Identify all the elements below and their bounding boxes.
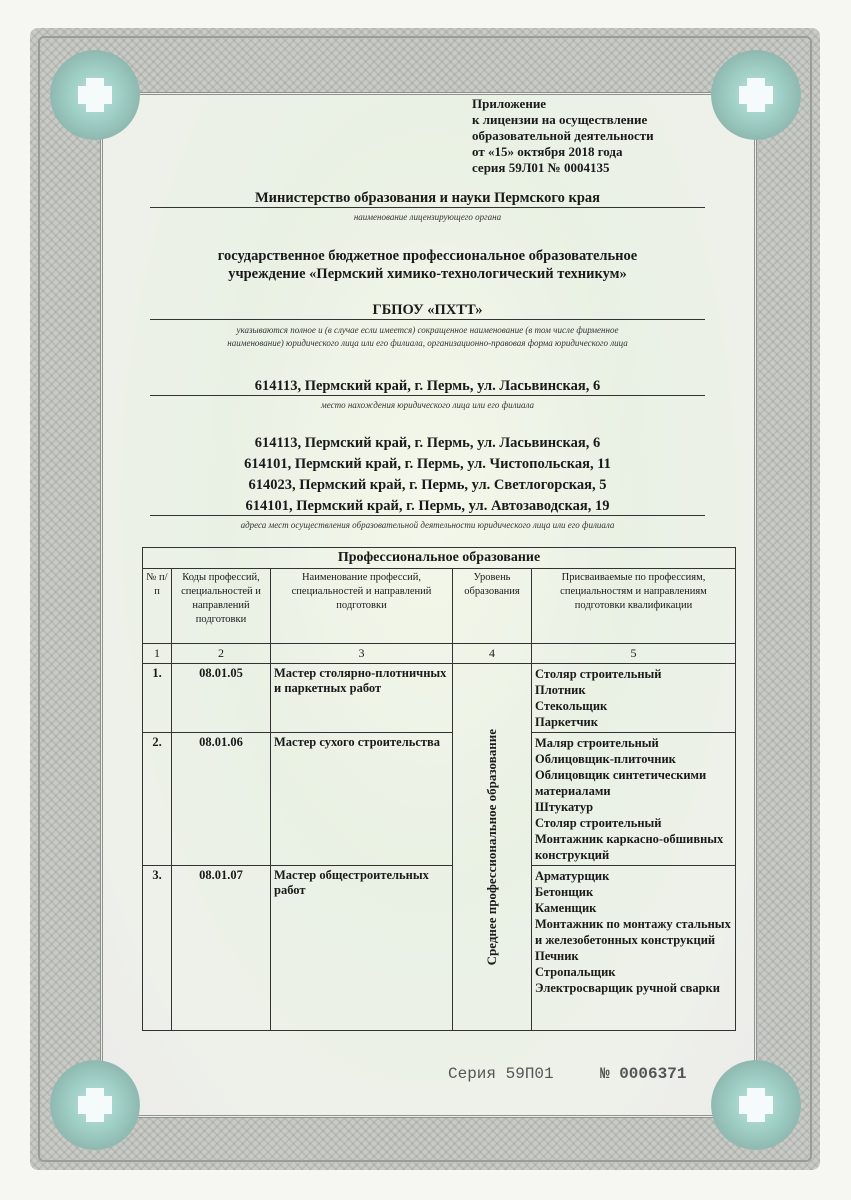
table-row (143, 733, 736, 866)
org-caption-line2: наименование) юридического лица или его филиала, организационно-правовая форма юридического лица (227, 338, 628, 348)
table-title: Профессиональное образование (143, 548, 736, 569)
table-row (143, 664, 736, 733)
professions-table (142, 547, 736, 1031)
column-number: 4 (453, 644, 532, 664)
activity-address: 614101, Пермский край, г. Пермь, ул. Автозаводская, 19 (150, 498, 705, 516)
column-number: 2 (172, 644, 271, 664)
activity-addresses-caption: адреса мест осуществления образовательной деятельности юридического лица или его филиала (240, 520, 615, 530)
row-qualifications (532, 664, 736, 733)
header-cell: Наименование профессий, специальностей и направлений подготовки (271, 569, 453, 644)
appendix-line: Приложение (472, 96, 547, 111)
activity-address: 614023, Пермский край, г. Пермь, ул. Светлогорская, 5 (248, 477, 607, 493)
org-full-name-line2: учреждение «Пермский химико-технологический техникум» (228, 266, 627, 282)
row-qualifications (532, 866, 736, 1031)
qualification-item: Стекольщик (535, 699, 608, 713)
corner-rosette-icon (711, 50, 801, 140)
qualification-item: Столяр строительный (535, 667, 662, 681)
qualification-item: Монтажник каркасно-обшивных конструкций (535, 832, 724, 862)
header-cell: Уровень образования (453, 569, 532, 644)
column-number: 5 (532, 644, 736, 664)
row-number: 1. (143, 664, 172, 733)
column-number: 1 (143, 644, 172, 664)
row-qualifications (532, 733, 736, 866)
activity-address: 614113, Пермский край, г. Пермь, ул. Ласьвинская, 6 (254, 435, 601, 451)
row-profession-name: Мастер столярно-плотничных и паркетных работ (271, 664, 453, 733)
form-number: № 0006371 (600, 1065, 687, 1083)
appendix-line: образовательной деятельности (472, 128, 654, 143)
appendix-header (472, 96, 654, 176)
qualification-item: Облицовщик синтетическими материалами (535, 768, 707, 798)
qualification-item: Бетонщик (535, 885, 594, 899)
qualification-item: Облицовщик-плиточник (535, 752, 676, 766)
qualification-item: Арматурщик (535, 869, 610, 883)
row-code: 08.01.07 (172, 866, 271, 1031)
qualification-item: Столяр строительный (535, 816, 662, 830)
table-header-row (143, 569, 736, 644)
row-profession-name: Мастер общестроительных работ (271, 866, 453, 1031)
qualification-item: Каменщик (535, 901, 597, 915)
education-level-cell (453, 664, 532, 1031)
row-code: 08.01.05 (172, 664, 271, 733)
qualification-item: Монтажник по монтажу стальных и железобетонных конструкций (535, 917, 731, 947)
corner-rosette-icon (50, 1060, 140, 1150)
qualification-item: Плотник (535, 683, 586, 697)
corner-rosette-icon (711, 1060, 801, 1150)
column-number-row (143, 644, 736, 664)
row-number: 3. (143, 866, 172, 1031)
appendix-line: к лицензии на осуществление (472, 112, 648, 127)
row-code: 08.01.06 (172, 733, 271, 866)
table-title-row (143, 548, 736, 569)
qualification-item: Маляр строительный (535, 736, 659, 750)
org-caption-line1: указываются полное и (в случае если имеется) сокращенное наименование (в том числе фирменное (236, 325, 619, 335)
header-cell: Присваиваемые по профессиям, специальностям и направлениям подготовки квалификации (532, 569, 736, 644)
qualification-item: Печник (535, 949, 579, 963)
appendix-line: серия 59Л01 № 0004135 (472, 160, 610, 175)
column-number: 3 (271, 644, 453, 664)
qualification-item: Стропальщик (535, 965, 616, 979)
licensing-body-caption: наименование лицензирующего органа (353, 212, 502, 222)
form-series: Серия 59П01 (448, 1065, 554, 1083)
corner-rosette-icon (50, 50, 140, 140)
header-cell: Коды профессий, специальностей и направлений подготовки (172, 569, 271, 644)
org-full-name-line1: государственное бюджетное профессиональное образовательное (217, 248, 638, 264)
location-caption: место нахождения юридического лица или его филиала (320, 400, 535, 410)
qualification-item: Паркетчик (535, 715, 598, 729)
education-level: Среднее профессиональное образование (484, 728, 499, 966)
header-cell: № п/п (143, 569, 172, 644)
org-short-name: ГБПОУ «ПХТТ» (150, 302, 705, 320)
row-profession-name: Мастер сухого строительства (271, 733, 453, 866)
qualification-item: Электросварщик ручной сварки (535, 981, 720, 995)
qualification-item: Штукатур (535, 800, 594, 814)
licensing-body-name: Министерство образования и науки Пермского края (150, 190, 705, 208)
appendix-line: от «15» октября 2018 года (472, 144, 623, 159)
table-row (143, 866, 736, 1031)
location-address: 614113, Пермский край, г. Пермь, ул. Ласьвинская, 6 (150, 378, 705, 396)
activity-address: 614101, Пермский край, г. Пермь, ул. Чистопольская, 11 (244, 456, 611, 472)
row-number: 2. (143, 733, 172, 866)
